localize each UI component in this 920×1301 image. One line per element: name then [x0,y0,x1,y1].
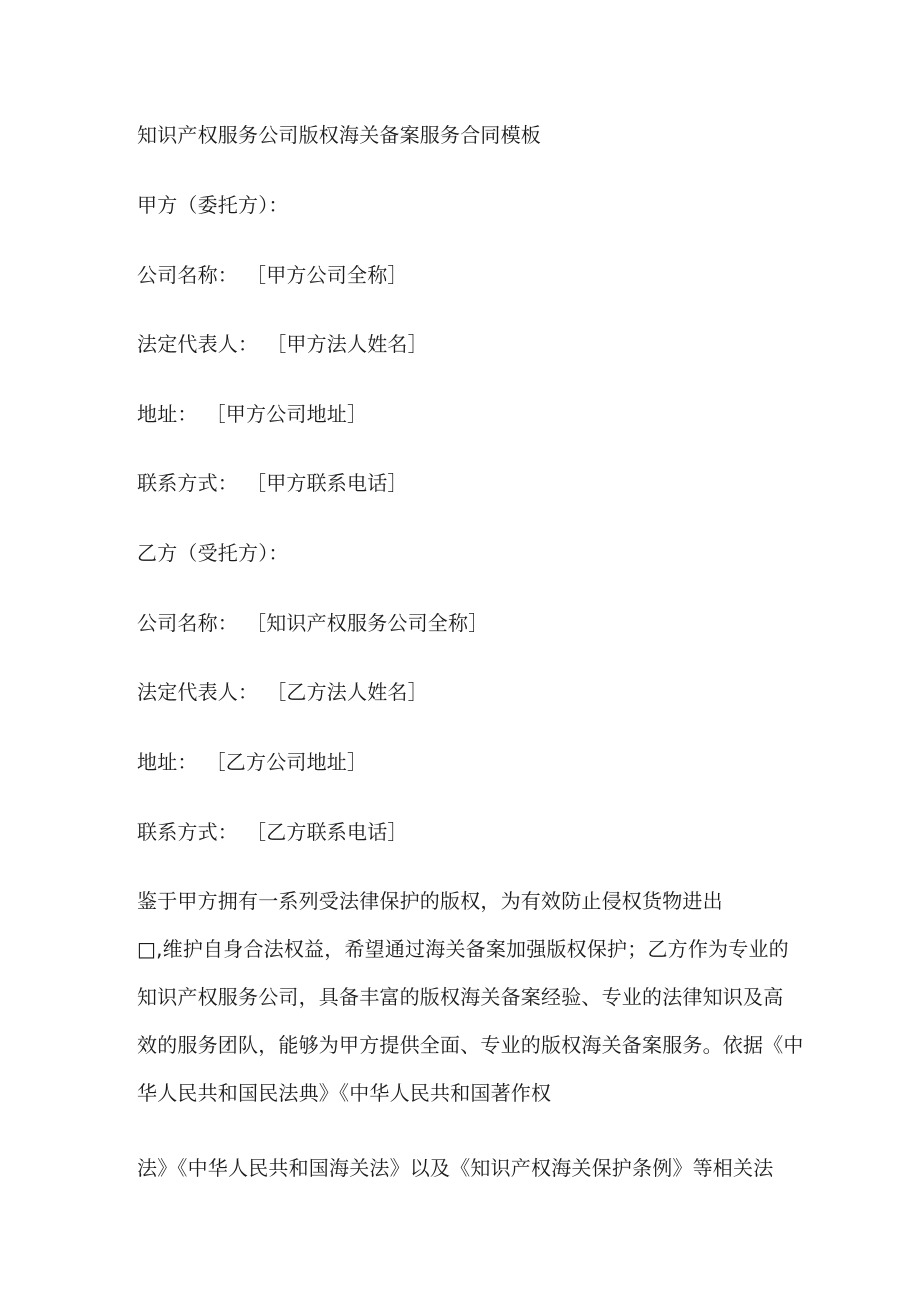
party-a-company-row [137,263,408,287]
party-b-contact-row [137,820,408,844]
document-title: 知识产权服务公司版权海关备案服务合同模板 [137,123,541,147]
party-b-company-value: ［知识产权服务公司全称］ [246,611,489,635]
preamble-line: 知识产权服务公司，具备丰富的版权海关备案经验、专业的法律知识及高 [137,985,784,1009]
party-a-address-row [137,402,367,426]
party-a-contact-row [137,471,408,495]
preamble-line: 鉴于甲方拥有一系列受法律保护的版权，为有效防止侵权货物进出 [137,889,723,913]
party-b-address-label: 地址： [137,750,198,774]
party-a-representative-label: 法定代表人： [137,332,259,356]
party-a-representative-row [137,332,428,356]
party-a-heading: 甲方（委托方）： [137,193,289,217]
party-b-representative-label: 法定代表人： [137,680,259,704]
party-b-address-value: ［乙方公司地址］ [205,750,368,774]
party-a-contact-value: ［甲方联系电话］ [246,471,408,495]
party-b-contact-label: 联系方式： [137,820,238,844]
party-a-company-value: ［甲方公司全称］ [246,263,408,287]
preamble-line: 效的服务团队，能够为甲方提供全面、专业的版权海关备案服务。依据《中 [137,1033,804,1057]
party-a-company-label: 公司名称： [137,263,238,287]
party-b-representative-row [137,680,428,704]
preamble-line: □,维护自身合法权益，希望通过海关备案加强版权保护；乙方作为专业的 [137,937,789,961]
party-a-representative-value: ［甲方法人姓名］ [266,332,428,356]
continuation-line: 法》《中华人民共和国海关法》以及《知识产权海关保护条例》等相关法 [137,1156,774,1180]
party-a-contact-label: 联系方式： [137,471,238,495]
preamble-line: 华人民共和国民法典》《中华人民共和国著作权 [137,1081,552,1105]
party-a-address-value: ［甲方公司地址］ [205,402,368,426]
party-b-heading: 乙方（受托方）： [137,541,289,565]
party-b-address-row [137,750,367,774]
party-b-company-label: 公司名称： [137,611,238,635]
party-b-representative-value: ［乙方法人姓名］ [266,680,428,704]
party-a-address-label: 地址： [137,402,198,426]
party-b-company-row [137,611,488,635]
party-b-contact-value: ［乙方联系电话］ [246,820,408,844]
